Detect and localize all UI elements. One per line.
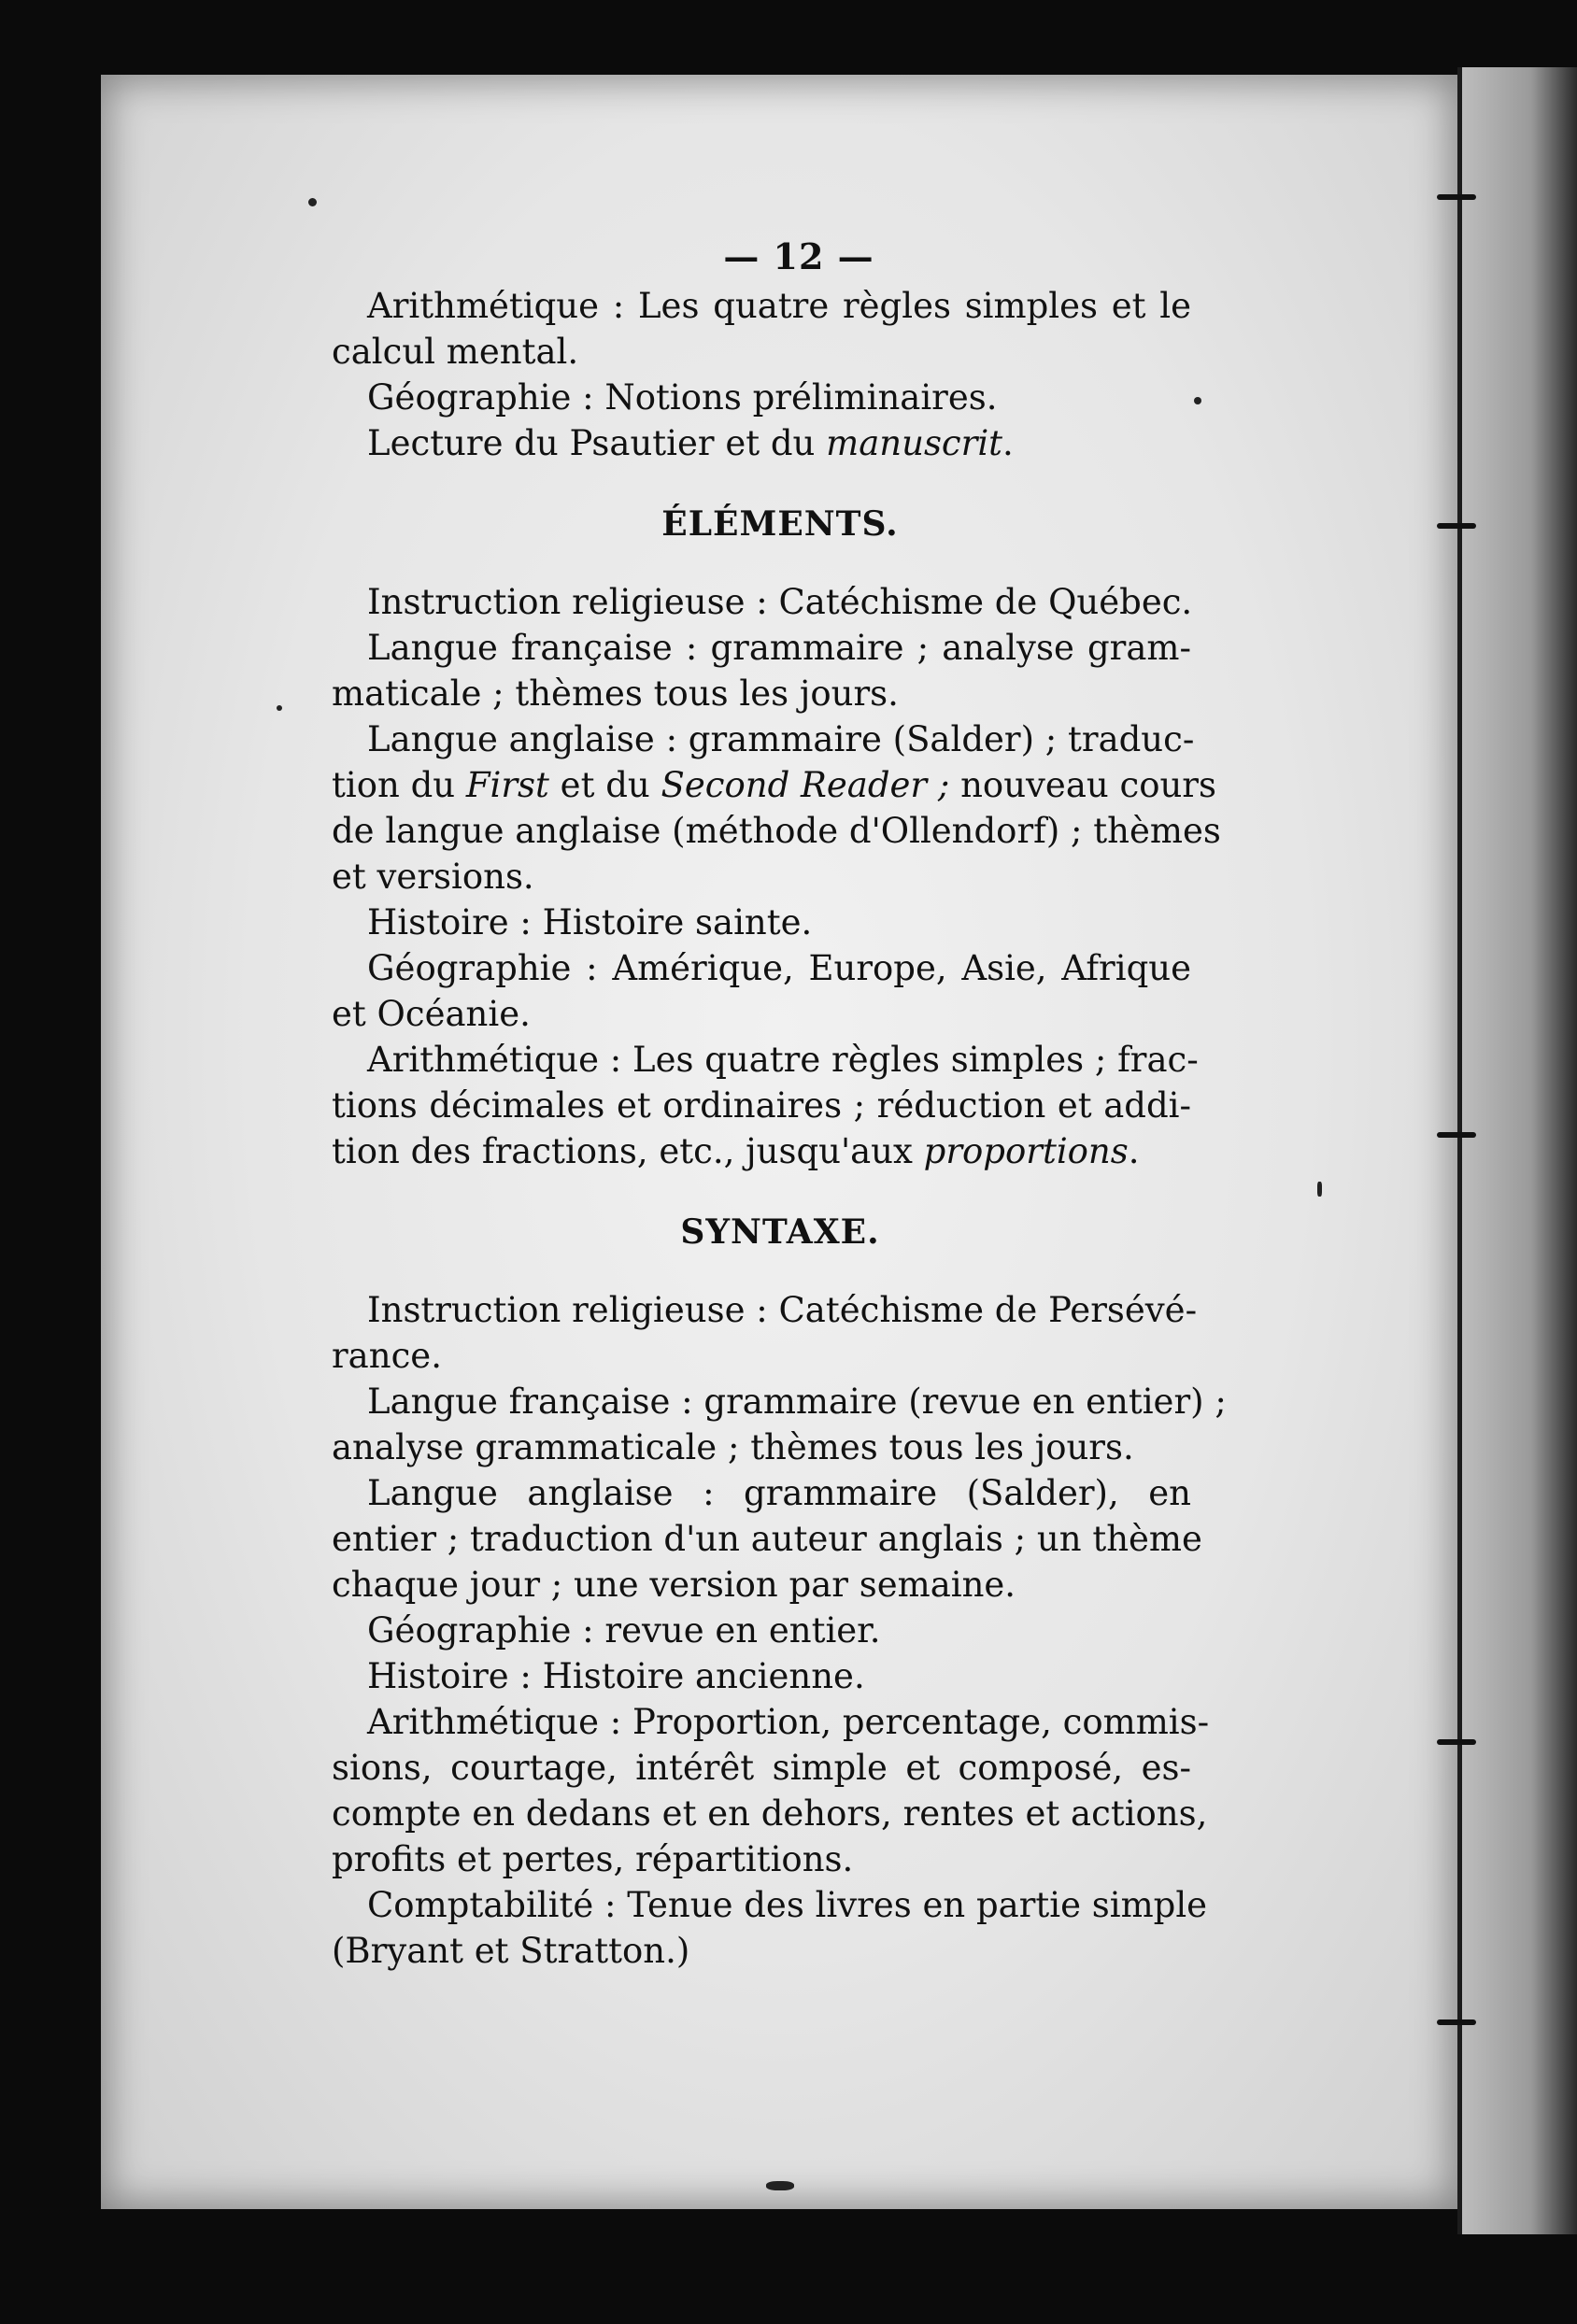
text-run: tion des fractions, etc., jusqu'aux bbox=[332, 1131, 924, 1171]
scan-speck bbox=[1317, 1182, 1322, 1197]
text-line bbox=[332, 420, 1191, 466]
text-line: Langue française : grammaire ; analyse gram- bbox=[367, 628, 1191, 668]
text-line: compte en dedans et en dehors, rentes et actions, bbox=[332, 1793, 1208, 1834]
text-line: Langue française : grammaire (revue en entier) ; bbox=[367, 1382, 1227, 1422]
text-line: Comptabilité : Tenue des livres en partie simple bbox=[367, 1885, 1208, 1925]
text-line: chaque jour ; une version par semaine. bbox=[332, 1565, 1016, 1605]
italic-text: proportions bbox=[923, 1131, 1129, 1171]
text-line: Instruction religieuse : Catéchisme de Québec. bbox=[367, 582, 1193, 622]
text-line bbox=[332, 762, 1216, 808]
text-line: profits et pertes, répartitions. bbox=[332, 1839, 854, 1879]
binding-stitch bbox=[1437, 194, 1476, 200]
text-line: Géographie : revue en entier. bbox=[367, 1610, 881, 1651]
text-run: Lecture du Psautier et du bbox=[367, 423, 827, 463]
text-line: rance. bbox=[332, 1336, 442, 1376]
text-run: nouveau cours bbox=[949, 765, 1216, 805]
italic-text: First bbox=[465, 765, 549, 805]
text-line: maticale ; thèmes tous les jours. bbox=[332, 673, 899, 714]
binding-stitch bbox=[1437, 1739, 1476, 1745]
italic-text: Second Reader ; bbox=[661, 765, 950, 805]
page-text bbox=[332, 234, 1227, 1974]
text-line: Histoire : Histoire ancienne. bbox=[367, 1656, 865, 1696]
text-line: sions, courtage, intérêt simple et composé, es- bbox=[332, 1748, 1191, 1788]
text-line bbox=[332, 1128, 1191, 1174]
text-line: entier ; traduction d'un auteur anglais ; un thème bbox=[332, 1519, 1202, 1559]
binding-stitch bbox=[1437, 1132, 1476, 1138]
scan-speck bbox=[766, 2181, 794, 2190]
text-line: Arithmétique : Proportion, percentage, commis- bbox=[367, 1702, 1210, 1742]
binding-thread bbox=[1457, 67, 1462, 2234]
text-line: Histoire : Histoire sainte. bbox=[367, 902, 813, 942]
italic-text: manuscrit bbox=[826, 423, 1003, 463]
text-line: Instruction religieuse : Catéchisme de Persévé- bbox=[367, 1290, 1198, 1330]
section-heading-elements: ÉLÉMENTS. bbox=[661, 504, 899, 544]
scan-speck bbox=[308, 198, 317, 206]
text-line: (Bryant et Stratton.) bbox=[332, 1931, 690, 1971]
page-number: — 12 — bbox=[723, 235, 874, 277]
text-line: Arithmétique : Les quatre règles simples et le bbox=[367, 286, 1191, 326]
text-line: et Océanie. bbox=[332, 994, 531, 1034]
text-run: . bbox=[1002, 423, 1014, 463]
text-line: Arithmétique : Les quatre règles simples ; frac- bbox=[367, 1040, 1199, 1080]
text-line: calcul mental. bbox=[332, 332, 579, 372]
text-line: Langue anglaise : grammaire (Salder) ; traduc- bbox=[367, 719, 1195, 759]
text-run: . bbox=[1128, 1131, 1140, 1171]
binding-stitch bbox=[1437, 523, 1476, 529]
text-run: tion du bbox=[332, 765, 466, 805]
scan-speck bbox=[277, 705, 282, 711]
binding-stitch bbox=[1437, 2019, 1476, 2025]
scan-speck bbox=[1194, 397, 1201, 404]
text-run: et du bbox=[548, 765, 661, 805]
adjacent-page-edge bbox=[1462, 67, 1577, 2234]
text-line: de langue anglaise (méthode d'Ollendorf) ; thèmes bbox=[332, 811, 1221, 851]
text-line: et versions. bbox=[332, 857, 534, 897]
section-heading-syntaxe: SYNTAXE. bbox=[680, 1212, 880, 1252]
text-line: analyse grammaticale ; thèmes tous les jours. bbox=[332, 1427, 1134, 1467]
text-line: Langue anglaise : grammaire (Salder), en bbox=[367, 1473, 1191, 1513]
text-line: Géographie : Notions préliminaires. bbox=[367, 377, 998, 418]
text-line: tions décimales et ordinaires ; réduction et addi- bbox=[332, 1085, 1191, 1126]
text-line: Géographie : Amérique, Europe, Asie, Afrique bbox=[367, 948, 1191, 988]
